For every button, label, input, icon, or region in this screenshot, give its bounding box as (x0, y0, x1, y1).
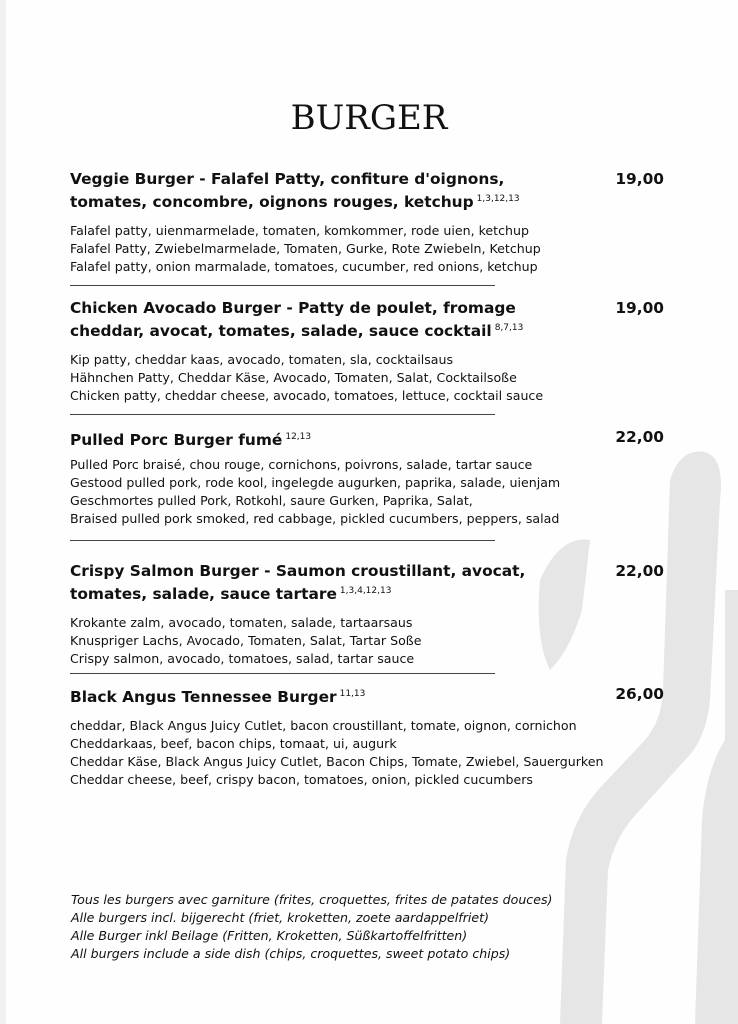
menu-item-pulled-porc-burger (70, 427, 670, 528)
menu-item-crispy-salmon-burger (70, 561, 670, 668)
item-description: Falafel patty, uienmarmelade, tomaten, komkommer, rode uien, ketchup Falafel Patty, Zwiebelmarmelade, Tomaten, Gurke, Rote Zwiebeln, Ketchup Falafel patty, onion marmalade, tomatoes, cucumber, red onions, ketchup (70, 223, 541, 274)
menu-item-chicken-avocado-burger (70, 298, 670, 405)
allergen-codes: 1,3,12,13 (476, 194, 520, 204)
item-description: cheddar, Black Angus Juicy Cutlet, bacon croustillant, tomate, oignon, cornichon Cheddarkaas, beef, bacon chips, tomaat, ui, augurk Cheddar Käse, Black Angus Juicy Cutlet, Bacon Chips, Tomate, Zwiebel, Sauergurken Cheddar cheese, beef, crispy bacon, tomatoes, onion, pickled cucumbers (70, 718, 604, 787)
item-price: 19,00 (615, 170, 664, 188)
item-price: 19,00 (615, 299, 664, 317)
item-name: Crispy Salmon Burger - Saumon croustillant, avocat, tomates, salade, sauce tartare $^{1,3,4,12,13}$ (70, 562, 526, 603)
allergen-codes: 1,3,4,12,13 (339, 586, 392, 596)
item-name: Veggie Burger - Falafel Patty, confiture d'oignons, tomates, concombre, oignons rouges, ketchup $^{1,3,12,13}$ (70, 170, 520, 211)
item-price: 22,00 (615, 428, 664, 446)
allergen-codes: 11,13 (339, 689, 366, 699)
item-description: Kip patty, cheddar kaas, avocado, tomaten, sla, cocktailsaus Hähnchen Patty, Cheddar Käse, Avocado, Tomaten, Salat, Cocktailsoße Chicken patty, cheddar cheese, avocado, tomatoes, lettuce, cocktail sauce (70, 352, 544, 403)
allergen-codes: 12,13 (285, 432, 312, 442)
page-edge (0, 0, 6, 1024)
item-price: 26,00 (615, 685, 664, 703)
divider (70, 540, 495, 541)
menu-item-black-angus-tennessee-burger (70, 684, 670, 789)
divider (70, 414, 495, 415)
side-dish-note: Tous les burgers avec garniture (frites, croquettes, frites de patates douces) Alle burgers incl. bijgerecht (friet, kroketten, zoete aardappelfriet) Alle Burger inkl Beilage (Fritten, Kroketten, Süßkartoffelfritten) All burgers include a side dish (chips, croquettes, sweet potato chips) (71, 892, 553, 961)
page-title: BURGER (290, 98, 448, 138)
item-name: Black Angus Tennessee Burger $^{11,13}$ (70, 688, 366, 706)
item-price: 22,00 (615, 562, 664, 580)
allergen-codes: 8,7,13 (494, 323, 524, 333)
menu-item-veggie-burger (70, 169, 670, 276)
item-name: Chicken Avocado Burger - Patty de poulet, fromage cheddar, avocat, tomates, salade, sauce cocktail $^{8,7,13}$ (70, 299, 524, 340)
item-description: Pulled Porc braisé, chou rouge, cornichons, poivrons, salade, tartar sauce Gestood pulled pork, rode kool, ingelegde augurken, paprika, salade, uienjam Geschmortes pulled Pork, Rotkohl, saure Gurken, Paprika, Salat, Braised pulled pork smoked, red cabbage, pickled cucumbers, peppers, salad (70, 457, 561, 526)
item-description: Krokante zalm, avocado, tomaten, salade, tartaarsaus Knuspriger Lachs, Avocado, Tomaten, Salat, Tartar Soße Crispy salmon, avocado, tomatoes, salad, tartar sauce (70, 615, 422, 666)
divider (70, 673, 495, 674)
item-name: Pulled Porc Burger fumé $^{12,13}$ (70, 431, 312, 449)
divider (70, 285, 495, 286)
